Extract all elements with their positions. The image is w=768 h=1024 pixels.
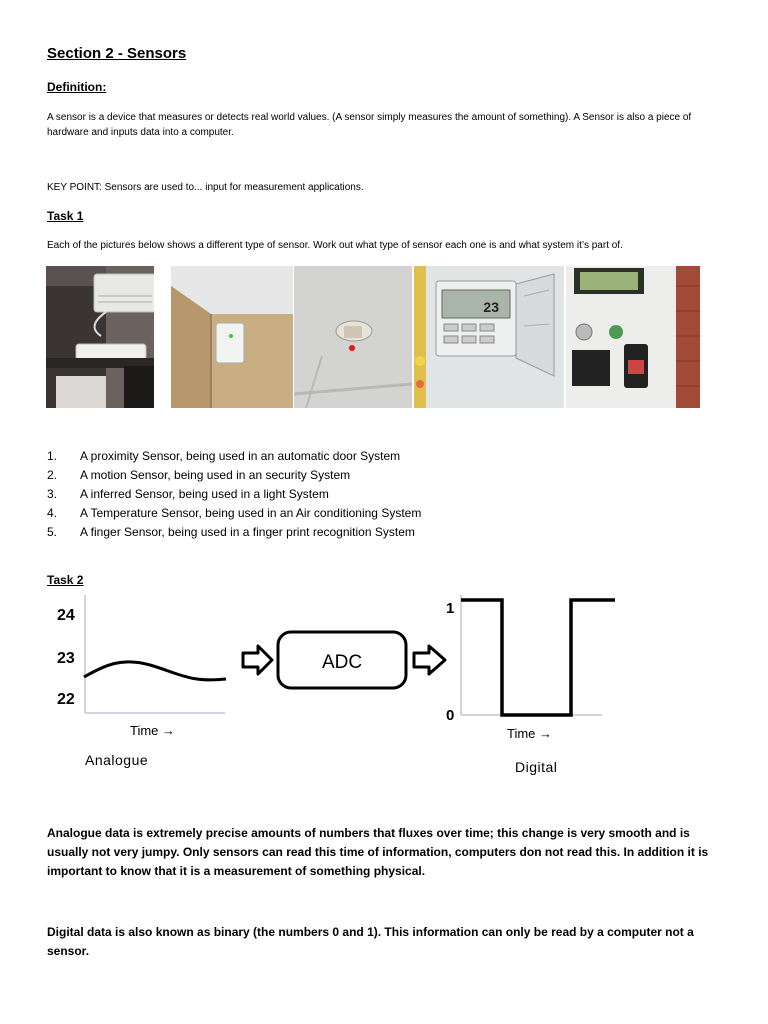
digital-x-label: Time → <box>507 726 553 741</box>
ceiling-infrared-sensor-photo <box>294 266 412 408</box>
list-item-text: A inferred Sensor, being used in a light System <box>80 487 329 501</box>
digital-tick-label: 1 <box>446 600 455 617</box>
digital-caption: Digital <box>515 759 558 775</box>
list-item-number: 3. <box>47 487 58 501</box>
list-item <box>47 485 421 504</box>
digital-tick-label: 0 <box>446 707 455 724</box>
analogue-wave <box>84 662 226 680</box>
thermostat-panel-photo <box>414 266 564 408</box>
analogue-tick-label: 23 <box>57 650 75 667</box>
list-item-number: 2. <box>47 468 58 482</box>
definition-heading: Definition: <box>47 80 107 94</box>
list-item-text: A Temperature Sensor, being used in an Air conditioning System <box>80 506 422 520</box>
arrow-right-icon <box>414 646 445 674</box>
list-item-text: A finger Sensor, being used in a finger print recognition System <box>80 525 415 539</box>
fingerprint-reader-photo <box>566 266 700 408</box>
task1-instructions: Each of the pictures below shows a different type of sensor. Work out what type of sensor each one is and what system it’s part of. <box>47 240 623 251</box>
adc-label: ADC <box>321 652 363 673</box>
task2-heading: Task 2 <box>47 573 84 587</box>
list-item-number: 4. <box>47 506 58 520</box>
arrow-right-icon <box>243 646 272 674</box>
task1-heading: Task 1 <box>47 209 84 223</box>
list-item <box>47 447 421 466</box>
analogue-tick-label: 24 <box>57 607 75 624</box>
list-item-text: A motion Sensor, being used in an security System <box>80 468 351 482</box>
adc-diagram <box>0 585 768 785</box>
motion-sensor-photo <box>171 266 293 408</box>
answer-list <box>47 447 421 542</box>
list-item-number: 5. <box>47 525 58 539</box>
digital-square-wave <box>461 600 615 715</box>
sensor-photos <box>46 266 700 408</box>
digital-paragraph: Digital data is also known as binary (the numbers 0 and 1). This information can only be read by a computer not a sensor. <box>47 925 694 958</box>
analogue-caption: Analogue <box>85 752 149 768</box>
list-item <box>47 466 421 485</box>
analogue-paragraph: Analogue data is extremely precise amounts of numbers that fluxes over time; this change is very smooth and is usually not very jumpy. Only sensors can read this time of information, computers don not read this. In addition it is important to know that it is a measurement of something physical. <box>47 826 709 878</box>
list-item-text: A proximity Sensor, being used in an automatic door System <box>80 449 401 463</box>
thermostat-display-text: 23 <box>483 299 499 315</box>
list-item <box>47 504 421 523</box>
automatic-door-sensor-photo <box>46 266 154 408</box>
analogue-x-label: Time → <box>130 723 176 738</box>
list-item-number: 1. <box>47 449 58 463</box>
key-point: KEY POINT: Sensors are used to... input for measurement applications. <box>47 182 364 193</box>
page-title: Section 2 - Sensors <box>47 45 187 62</box>
list-item <box>47 523 421 542</box>
definition-text: A sensor is a device that measures or detects real world values. (A sensor simply measures the amount of something). A Sensor is also a piece of hardware and inputs data into a computer. <box>47 112 692 138</box>
analogue-tick-label: 22 <box>57 691 75 708</box>
